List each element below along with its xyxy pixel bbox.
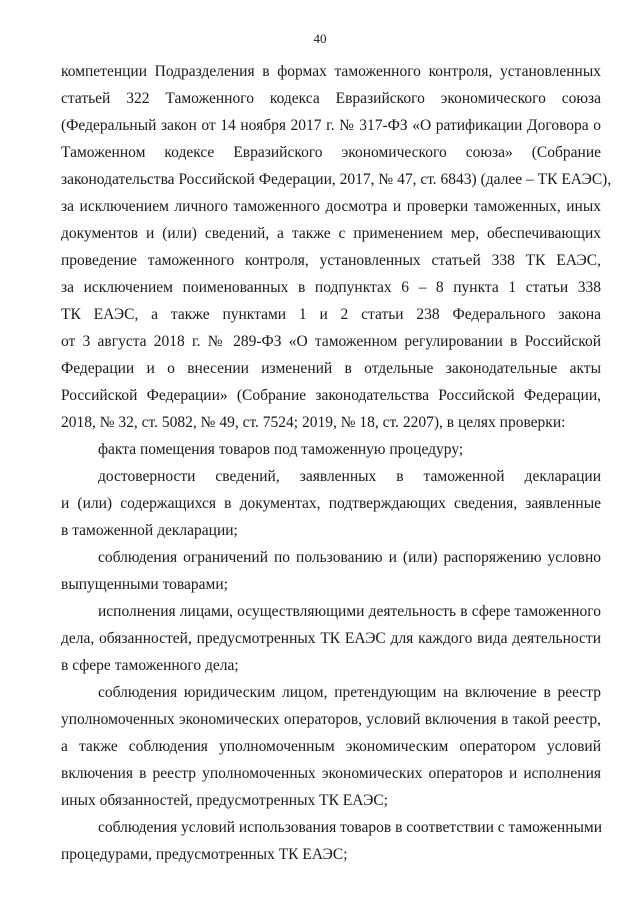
text-line: 2018, № 32, ст. 5082, № 49, ст. 7524; 2019, № 18, ст. 2207), в целях проверки: (61, 414, 566, 431)
text-line: факта помещения товаров под таможенную процедуру; (98, 441, 464, 458)
text-line: выпущенными товарами; (61, 576, 228, 593)
text-line: уполномоченных экономических операторов, условий включения в такой реестр, (61, 711, 601, 728)
text-line: достоверности сведений, заявленных в таможенной декларации (98, 468, 601, 485)
text-line: соблюдения ограничений по пользованию и (или) распоряжению условно (98, 549, 601, 566)
text-line: в таможенной декларации; (61, 522, 238, 539)
text-line: компетенции Подразделения в формах таможенного контроля, установленных (61, 63, 601, 80)
text-line: законодательства Российской Федерации, 2017, № 47, ст. 6843) (далее – ТК ЕАЭС), (61, 171, 612, 188)
text-line: Федерации и о внесении изменений в отдельные законодательные акты (61, 360, 601, 377)
text-line: ТК ЕАЭС, а также пунктами 1 и 2 статьи 238 Федерального закона (61, 306, 601, 323)
text-line: соблюдения условий использования товаров в соответствии с таможенными (98, 819, 603, 836)
text-line: иных обязанностей, предусмотренных ТК ЕАЭС; (61, 792, 388, 809)
text-line: от 3 августа 2018 г. № 289-ФЗ «О таможенном регулировании в Российской (61, 333, 601, 350)
text-line: проведение таможенного контроля, установленных статьей 338 ТК ЕАЭС, (61, 252, 601, 269)
text-line: документов и (или) сведений, а также с применением мер, обеспечивающих (61, 225, 601, 242)
text-line: соблюдения юридическим лицом, претендующим на включение в реестр (98, 684, 601, 701)
text-line: за исключением личного таможенного досмотра и проверки таможенных, иных (61, 198, 601, 215)
text-line: статьей 322 Таможенного кодекса Евразийского экономического союза (61, 90, 601, 107)
text-line: и (или) содержащихся в документах, подтверждающих сведения, заявленные (61, 495, 601, 512)
text-line: (Федеральный закон от 14 ноября 2017 г. № 317-ФЗ «О ратификации Договора о (61, 117, 601, 134)
text-line: включения в реестр уполномоченных экономических операторов и исполнения (61, 765, 601, 782)
text-line: дела, обязанностей, предусмотренных ТК ЕАЭС для каждого вида деятельности (61, 630, 601, 647)
text-line: исполнения лицами, осуществляющими деятельность в сфере таможенного (98, 603, 601, 620)
text-line: Российской Федерации» (Собрание законодательства Российской Федерации, (61, 387, 601, 404)
text-line: процедурами, предусмотренных ТК ЕАЭС; (61, 846, 348, 863)
page-number: 40 (313, 31, 327, 46)
text-line: а также соблюдения уполномоченным экономическим оператором условий (61, 738, 601, 755)
text-line: в сфере таможенного дела; (61, 657, 239, 674)
text-line: Таможенном кодексе Евразийского экономического союза» (Собрание (61, 144, 601, 161)
text-line: за исключением поименованных в подпунктах 6 – 8 пункта 1 статьи 338 (61, 279, 601, 296)
